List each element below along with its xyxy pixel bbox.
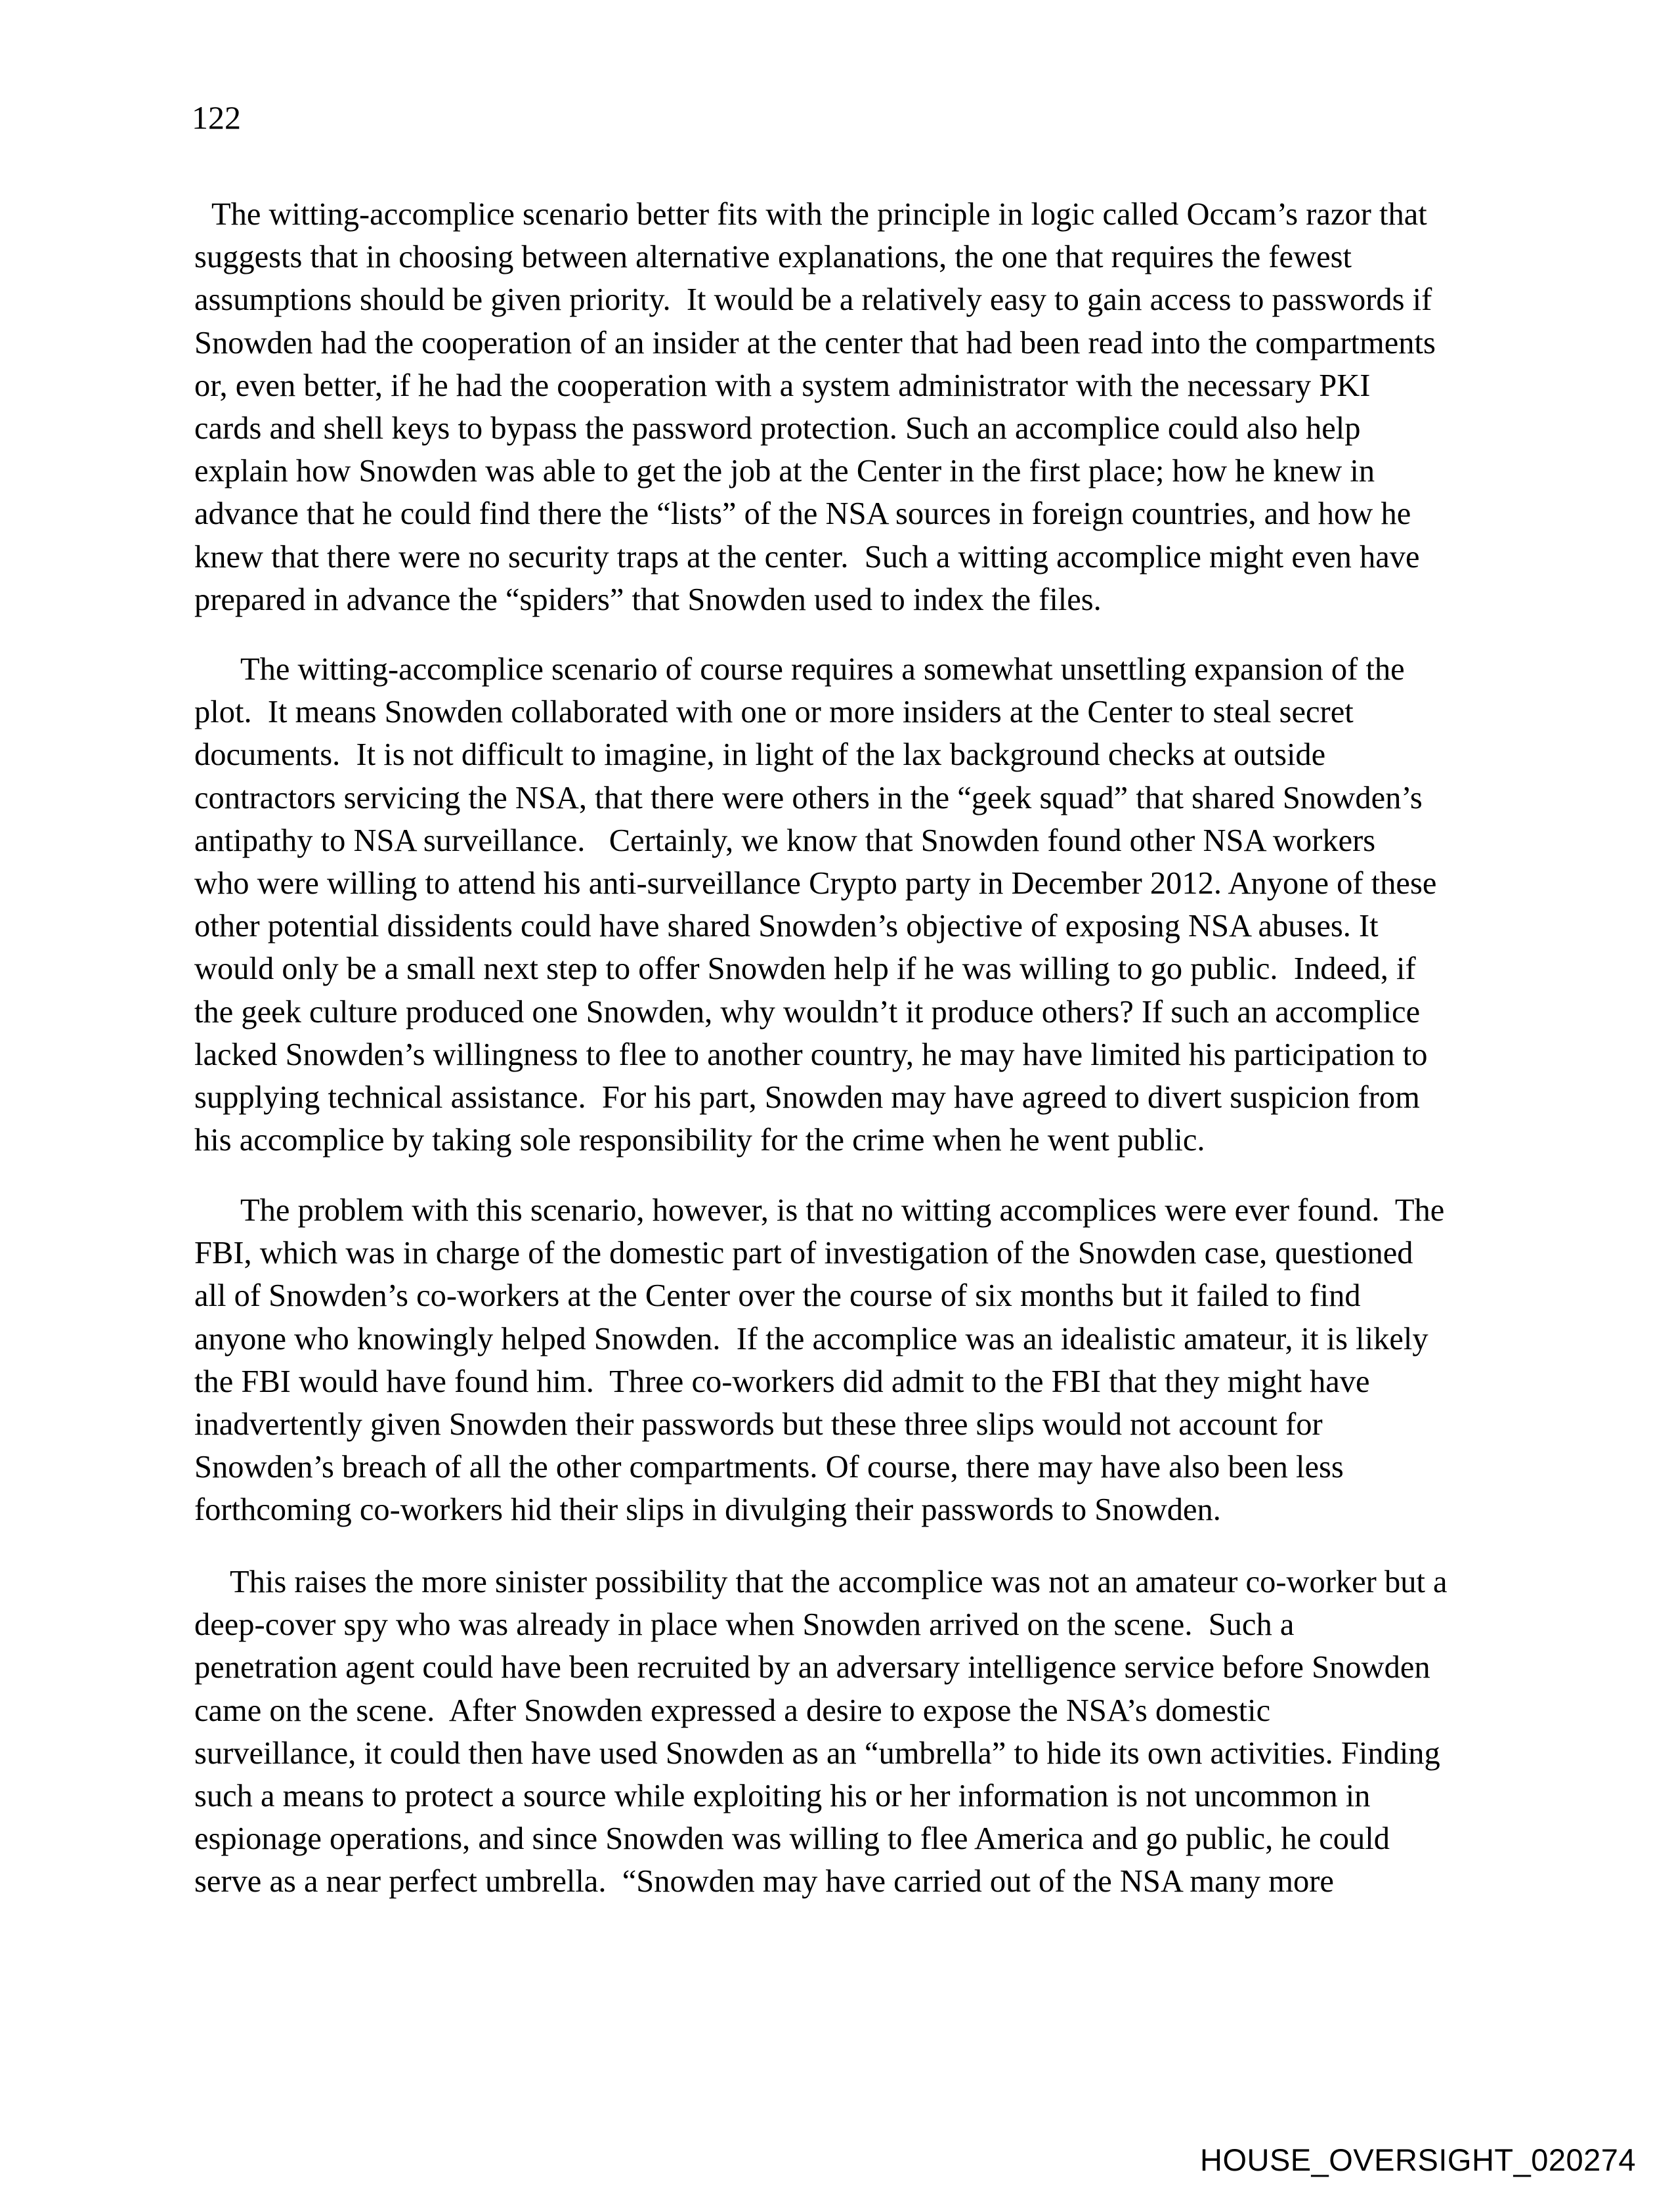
text-line: all of Snowden’s co-workers at the Center over the course of six months but it failed to find <box>194 1278 1361 1314</box>
text-line: the FBI would have found him. Three co-workers did admit to the FBI that they might have <box>194 1364 1370 1399</box>
text-line: supplying technical assistance. For his part, Snowden may have agreed to divert suspicion from <box>194 1080 1420 1116</box>
text-line: Snowden’s breach of all the other compartments. Of course, there may have also been less <box>194 1450 1344 1485</box>
text-line: or, even better, if he had the cooperation with a system administrator with the necessary PKI <box>194 368 1371 403</box>
text-line: plot. It means Snowden collaborated with one or more insiders at the Center to steal secret <box>194 695 1354 730</box>
text-line: such a means to protect a source while exploiting his or her information is not uncommon in <box>194 1779 1371 1814</box>
text-line: assumptions should be given priority. It would be a relatively easy to gain access to passwords if <box>194 282 1432 318</box>
text-line: surveillance, it could then have used Snowden as an “umbrella” to hide its own activities. Finding <box>194 1735 1440 1771</box>
text-line: cards and shell keys to bypass the password protection. Such an accomplice could also help <box>194 411 1361 446</box>
text-line: anyone who knowingly helped Snowden. If the accomplice was an idealistic amateur, it is likely <box>194 1321 1428 1356</box>
text-line: forthcoming co-workers hid their slips in divulging their passwords to Snowden. <box>194 1492 1221 1528</box>
text-line: explain how Snowden was able to get the job at the Center in the first place; how he knew in <box>194 454 1375 489</box>
text-line: espionage operations, and since Snowden was willing to flee America and go public, he could <box>194 1821 1390 1857</box>
text-line: advance that he could find there the “lists” of the NSA sources in foreign countries, and how he <box>194 496 1411 532</box>
text-line: The problem with this scenario, however, is that no witting accomplices were ever found. The <box>240 1193 1445 1228</box>
bates-stamp: HOUSE_OVERSIGHT_020274 <box>1200 2142 1637 2177</box>
text-line: This raises the more sinister possibility that the accomplice was not an amateur co-worker but a <box>230 1565 1448 1599</box>
paragraph <box>194 1189 1444 1532</box>
text-line: documents. It is not difficult to imagine, in light of the lax background checks at outside <box>194 737 1326 773</box>
text-line: other potential dissidents could have shared Snowden’s objective of exposing NSA abuses. It <box>194 909 1379 944</box>
text-line: The witting-accomplice scenario better fits with the principle in logic called Occam’s razor that <box>211 197 1427 232</box>
paragraph <box>194 648 1436 1161</box>
text-line: suggests that in choosing between alternative explanations, the one that requires the fewest <box>194 240 1352 275</box>
text-line: knew that there were no security traps at the center. Such a witting accomplice might even have <box>194 539 1420 575</box>
page-number: 122 <box>192 99 241 136</box>
text-line: FBI, which was in charge of the domestic part of investigation of the Snowden case, questioned <box>194 1236 1413 1271</box>
text-line: lacked Snowden’s willingness to flee to another country, he may have limited his participation to <box>194 1037 1428 1072</box>
text-line: serve as a near perfect umbrella. “Snowden may have carried out of the NSA many more <box>194 1864 1334 1899</box>
text-line: his accomplice by taking sole responsibility for the crime when he went public. <box>194 1123 1205 1158</box>
paragraph <box>194 193 1436 621</box>
text-line: who were willing to attend his anti-surveillance Crypto party in December 2012. Anyone of these <box>194 866 1437 901</box>
text-line: inadvertently given Snowden their passwords but these three slips would not account for <box>194 1407 1323 1442</box>
text-line: deep-cover spy who was already in place when Snowden arrived on the scene. Such a <box>194 1607 1295 1643</box>
paragraph <box>194 1561 1448 1903</box>
text-line: came on the scene. After Snowden expressed a desire to expose the NSA’s domestic <box>194 1693 1271 1728</box>
text-line: Snowden had the cooperation of an insider at the center that had been read into the compartments <box>194 325 1436 360</box>
text-line: antipathy to NSA surveillance. Certainly, we know that Snowden found other NSA workers <box>194 823 1376 858</box>
text-line: penetration agent could have been recruited by an adversary intelligence service before Snowden <box>194 1650 1430 1685</box>
text-line: would only be a small next step to offer Snowden help if he was willing to go public. Indeed, if <box>194 951 1416 987</box>
text-line: the geek culture produced one Snowden, why wouldn’t it produce others? If such an accomplice <box>194 994 1421 1030</box>
text-line: contractors servicing the NSA, that there were others in the “geek squad” that shared Snowden’s <box>194 780 1423 815</box>
text-line: The witting-accomplice scenario of course requires a somewhat unsettling expansion of the <box>240 652 1405 687</box>
text-line: prepared in advance the “spiders” that Snowden used to index the files. <box>194 582 1102 617</box>
